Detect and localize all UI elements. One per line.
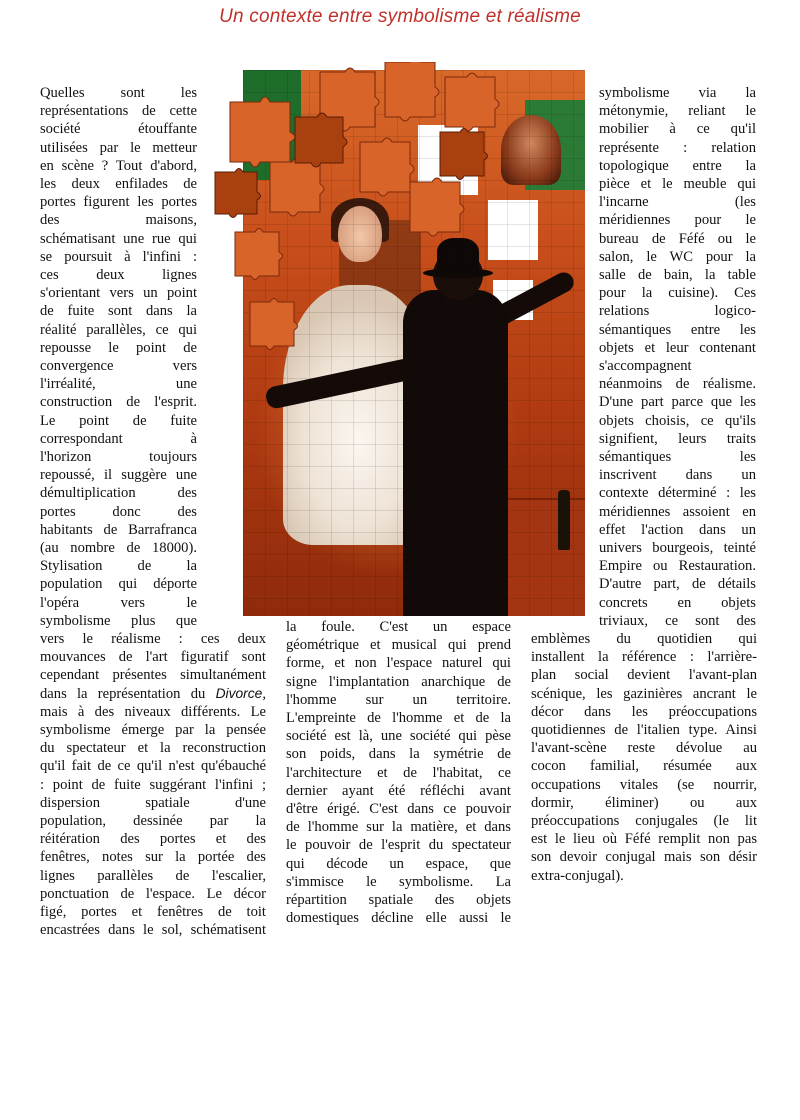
text-line: méridiennes pour le bbox=[599, 212, 756, 229]
text-line: son devoir conjugal mais son désir bbox=[531, 849, 757, 866]
text-line: est le lieu où Féfé remplit non pas bbox=[531, 831, 757, 848]
text-line: pièce et le meuble qui bbox=[599, 176, 756, 193]
text-line: symbolisme via la bbox=[599, 85, 756, 101]
text-line: Stylisation de la bbox=[40, 558, 197, 575]
text-line: plan social devient l'avant-plan bbox=[531, 667, 757, 684]
text-line: univers bourgeois, teinté bbox=[599, 540, 756, 557]
text-line: du spectateur et la reconstruction bbox=[40, 740, 266, 757]
text-line: topologique entre la bbox=[599, 157, 756, 174]
text-line: l'incarne (les bbox=[599, 194, 756, 211]
text-line: forme, et non l'espace naturel qui bbox=[286, 655, 511, 672]
text-line: de fuite sont dans la bbox=[40, 303, 197, 320]
text-line: concrets en objets bbox=[599, 594, 756, 611]
text-line: société étouffante bbox=[40, 121, 197, 138]
text-line: repoussé, il suggère une bbox=[40, 467, 197, 484]
text-line: mais à des niveaux différents. Le bbox=[40, 703, 266, 720]
text-line: relations logico- bbox=[599, 303, 756, 320]
text-line: ces deux lignes bbox=[40, 267, 197, 284]
text-line: objets et leur contenant bbox=[599, 339, 756, 356]
text-line: les deux enfilades de bbox=[40, 176, 197, 193]
text-line: scénique, les gazinières ancrant le bbox=[531, 685, 757, 702]
text-line: inscrivent dans un bbox=[599, 467, 756, 484]
text-line: l'avant-scène reste dévolue au bbox=[531, 740, 757, 757]
text-line: bureau de Féfé ou le bbox=[599, 230, 756, 247]
text-line: L'empreinte de l'homme et de la bbox=[286, 710, 511, 727]
text-line: repousse le point de bbox=[40, 339, 197, 356]
text-line: représente : relation bbox=[599, 139, 756, 156]
text-line: installent la référence : l'arrière- bbox=[531, 649, 757, 666]
text-line: société est là, une société qui pèse bbox=[286, 728, 511, 745]
text-line: (au nombre de 18000). bbox=[40, 540, 197, 557]
puzzle-grid-overlay bbox=[243, 70, 585, 616]
text-line: Empire ou Restauration. bbox=[599, 558, 756, 575]
text-line: le pouvoir de l'esprit du spectateur bbox=[286, 837, 511, 854]
text-line: néanmoins de réalisme. bbox=[599, 376, 756, 393]
column-3-lower-text bbox=[531, 630, 757, 885]
text-line: portes figurent les portes bbox=[40, 194, 197, 211]
text-line: figé, portes et fenêtres de toit bbox=[40, 904, 266, 921]
text-line: correspondant à bbox=[40, 430, 197, 447]
text-line: réalité parallèles, ce qui bbox=[40, 321, 197, 338]
text-line: qu'il fait de ce qu'il n'est qu'ébauché bbox=[40, 758, 266, 775]
text-line: Quelles sont les bbox=[40, 85, 197, 101]
text-line: qui décode un espace, que bbox=[286, 855, 511, 872]
text-line: démultiplication des bbox=[40, 485, 197, 502]
text-line: dans la représentation du Divorce, bbox=[40, 685, 266, 702]
text-line: signifient, leurs traits bbox=[599, 430, 756, 447]
text-line: occupations vitales (se nourrir, bbox=[531, 776, 757, 793]
text-line: cocon familial, résumée aux bbox=[531, 758, 757, 775]
text-line: sémantiques entre les bbox=[599, 321, 756, 338]
text-line: sémantiques les bbox=[599, 449, 756, 466]
text-line: méridiennes assoient en bbox=[599, 503, 756, 520]
text-line: extra-conjugal). bbox=[531, 867, 624, 884]
text-line: s'orientant vers un point bbox=[40, 285, 197, 302]
text-line: se poursuit à l'infini : bbox=[40, 248, 197, 265]
text-line: métonymie, reliant le bbox=[599, 103, 756, 120]
text-line: géométrique et musical qui prend bbox=[286, 637, 511, 654]
text-line: population, dessinée par la bbox=[40, 813, 266, 830]
stage-photo bbox=[243, 70, 585, 616]
text-line: salle de bain, la table bbox=[599, 267, 756, 284]
text-line: l'homme sur un territoire. bbox=[286, 691, 511, 708]
text-line: objets choisis, ce qu'ils bbox=[599, 412, 756, 429]
column-1-lower-text bbox=[40, 630, 266, 939]
page-title: Un contexte entre symbolisme et réalisme bbox=[219, 6, 581, 27]
text-line: D'autre part, de détails bbox=[599, 576, 756, 593]
text-line: pour la cuisine). Ces bbox=[599, 285, 756, 302]
text-line: l'horizon toujours bbox=[40, 449, 197, 466]
text-line: préoccupations conjugales (le lit bbox=[531, 813, 757, 830]
text-line: d'être érigé. C'est dans ce pouvoir bbox=[286, 801, 511, 818]
text-line: s'immisce le symbolisme. La bbox=[286, 873, 511, 890]
text-line: encastrées dans le sol, schématisent bbox=[40, 922, 266, 939]
text-line: salon, le WC pour la bbox=[599, 248, 756, 265]
punctuation: , bbox=[262, 685, 266, 702]
text-line: emblèmes du quotidien qui bbox=[531, 631, 757, 647]
text-line: mobilier à ce qu'il bbox=[599, 121, 756, 138]
text-line: l'opéra vers le bbox=[40, 594, 197, 611]
text-line: fenêtres, notes sur la portée des bbox=[40, 849, 266, 866]
text-line: convergence vers bbox=[40, 358, 197, 375]
text-line: dernier ayant été réfléchi avant bbox=[286, 782, 511, 799]
text-line: vers le réalisme : ces deux bbox=[40, 631, 266, 647]
text-line: symbolisme émerge par la pensée bbox=[40, 722, 266, 739]
column-1-upper-text bbox=[40, 84, 197, 630]
text-line: de l'homme sur la matière, et dans bbox=[286, 819, 511, 836]
text-line: ponctuation de l'espace. Le décor bbox=[40, 885, 266, 902]
text-line: réitération des portes et des bbox=[40, 831, 266, 848]
text-line: l'architecture et de l'habitat, ce bbox=[286, 764, 511, 781]
text-line: effet l'action dans un bbox=[599, 521, 756, 538]
text-line: construction de l'esprit. bbox=[40, 394, 197, 411]
text-line: son poids, dans la symétrie de bbox=[286, 746, 511, 763]
text-line: contexte déterminé : les bbox=[599, 485, 756, 502]
text-line: D'une part parce que les bbox=[599, 394, 756, 411]
text-line: la foule. C'est un espace bbox=[286, 619, 511, 635]
text-line: décor dans les préoccupations bbox=[531, 703, 757, 720]
text-line: lignes parallèles de l'escalier, bbox=[40, 867, 266, 884]
text-line: habitants de Barrafranca bbox=[40, 521, 197, 538]
text-line: s'accompagnent bbox=[599, 358, 692, 375]
text-line: dormir, éliminer) ou aux bbox=[531, 794, 757, 811]
text-line: population qui déporte bbox=[40, 576, 197, 593]
text-line: mouvances de l'art figuratif sont bbox=[40, 649, 266, 666]
text-line: quotidiennes de l'italien type. Ainsi bbox=[531, 722, 757, 739]
text-line: répartition spatiale des objets bbox=[286, 892, 511, 909]
text-line: : point de fuite suggérant l'infini ; bbox=[40, 776, 266, 793]
text-line: triviaux, ce sont des bbox=[599, 612, 756, 629]
text-line: domestiques décline elle aussi le bbox=[286, 910, 511, 927]
text-line: représentations de cette bbox=[40, 103, 197, 120]
text-line: des maisons, bbox=[40, 212, 197, 229]
text-line: symbolisme plus que bbox=[40, 612, 197, 629]
opera-title: Divorce bbox=[215, 685, 263, 701]
text-line: portes donc des bbox=[40, 503, 197, 520]
text-line: l'irréalité, une bbox=[40, 376, 197, 393]
text-line: en scène ? Tout d'abord, bbox=[40, 157, 197, 174]
text-line: schématisant une rue qui bbox=[40, 230, 197, 247]
column-3-upper-text bbox=[599, 84, 756, 630]
text-line: utilisées par le metteur bbox=[40, 139, 197, 156]
text-line: cependant présentes simultanément bbox=[40, 667, 266, 684]
text-line: Le point de fuite bbox=[40, 412, 197, 429]
text-line: signe l'implantation anarchique de bbox=[286, 673, 511, 690]
text-line: dispersion spatiale d'une bbox=[40, 794, 266, 811]
column-2-text bbox=[286, 618, 511, 927]
